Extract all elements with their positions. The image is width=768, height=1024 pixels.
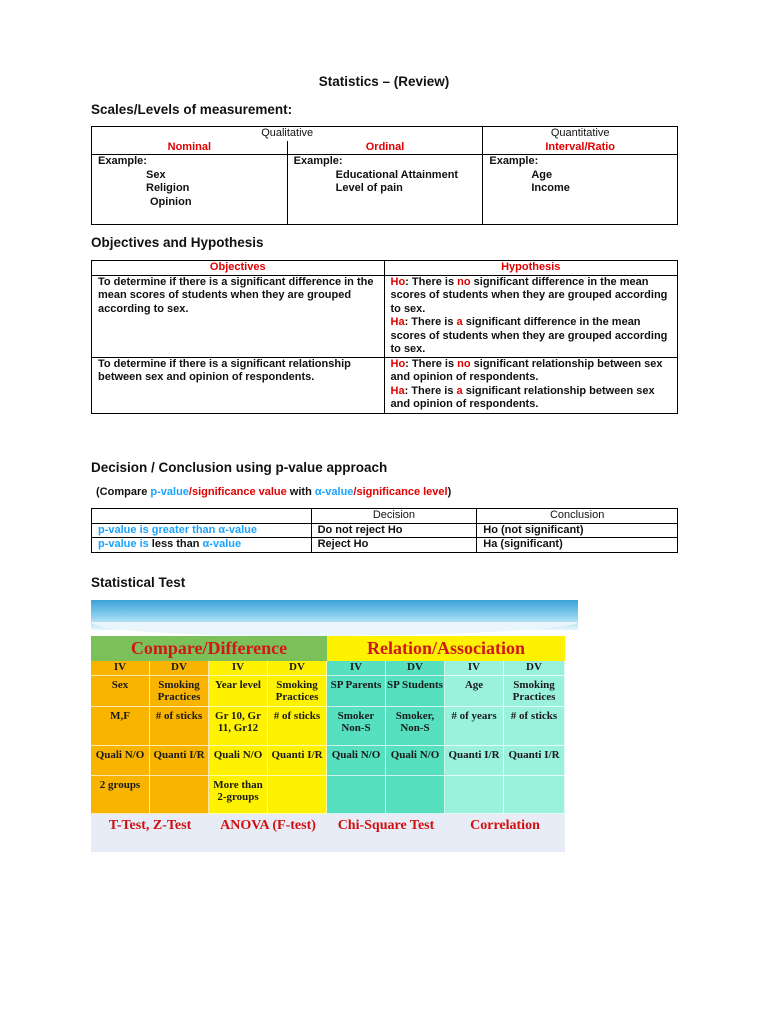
scale-cell: Quali N/O — [327, 746, 386, 776]
empty-cell — [92, 509, 312, 524]
header-cell: DV — [268, 661, 327, 676]
header-cell: IV — [327, 661, 386, 676]
t-test-label: T-Test, Z-Test — [108, 818, 192, 833]
nominal-cell — [92, 155, 288, 225]
value-cell: # of sticks — [150, 707, 209, 746]
decision-col-header: Decision — [311, 509, 477, 524]
example-label: Example: — [293, 155, 343, 167]
variable-cell: Year level — [209, 676, 268, 707]
scale-cell: Quanti I/R — [445, 746, 504, 776]
interval-cell — [483, 155, 678, 225]
value-cell: Gr 10, Gr 11, Gr12 — [209, 707, 268, 746]
hypothesis-2 — [384, 357, 678, 413]
objectives-heading: Objectives and Hypothesis — [91, 235, 264, 250]
scale-cell: Quali N/O — [386, 746, 445, 776]
variable-cell: Smoking Practices — [268, 676, 327, 707]
decision-2: Reject Ho — [311, 538, 477, 553]
condition-2: p-value is less than α-value — [92, 538, 312, 553]
groups-cell — [327, 776, 386, 814]
list-item: Age — [531, 168, 553, 181]
objective-1: To determine if there is a significant difference in the mean scores of students when they are grouped according to sex. — [92, 275, 385, 357]
qualitative-header: Qualitative — [92, 127, 483, 141]
decision-table — [91, 508, 678, 553]
value-cell: Smoker Non-S — [327, 707, 386, 746]
ordinal-header: Ordinal — [287, 141, 483, 155]
interval-header: Interval/Ratio — [483, 141, 678, 155]
variable-cell: Smoking Practices — [150, 676, 209, 707]
relation-header: Relation/Association — [327, 636, 565, 661]
conclusion-1: Ho (not significant) — [477, 523, 678, 538]
value-cell: # of sticks — [268, 707, 327, 746]
list-item: Income — [531, 182, 570, 194]
list-item: Opinion — [150, 195, 192, 208]
list-item: Sex — [146, 168, 166, 181]
objectives-col-header: Objectives — [92, 261, 385, 276]
example-label: Example: — [489, 155, 539, 167]
scale-cell: Quanti I/R — [504, 746, 565, 776]
decision-1: Do not reject Ho — [311, 523, 477, 538]
list-item: Educational Attainment — [335, 168, 459, 181]
null-hypothesis: Ho: There is no significant difference in the mean scores of students when they are grouped according to sex. — [390, 275, 668, 315]
header-cell: DV — [386, 661, 445, 676]
example-label: Example: — [98, 155, 147, 167]
groups-cell — [504, 776, 565, 814]
groups-cell: More than 2-groups — [209, 776, 268, 814]
value-cell: # of sticks — [504, 707, 565, 746]
alt-hypothesis: Ha: There is a significant relationship between sex and opinion of respondents. — [390, 384, 655, 410]
scale-cell: Quanti I/R — [150, 746, 209, 776]
scale-cell: Quali N/O — [91, 746, 150, 776]
null-hypothesis: Ho: There is no significant relationship between sex and opinion of respondents. — [390, 357, 663, 383]
header-cell: IV — [445, 661, 504, 676]
groups-cell — [445, 776, 504, 814]
statistical-test-heading: Statistical Test — [91, 575, 186, 590]
conclusion-col-header: Conclusion — [477, 509, 678, 524]
anova-label: ANOVA (F-test) — [220, 818, 316, 833]
decision-heading: Decision / Conclusion using p-value approach — [91, 460, 388, 475]
value-cell: Smoker, Non-S — [386, 707, 445, 746]
variable-cell: Smoking Practices — [504, 676, 565, 707]
objectives-table — [91, 260, 678, 414]
correlation-label: Correlation — [470, 818, 540, 833]
list-item: Level of pain — [335, 182, 403, 194]
header-cell: IV — [209, 661, 268, 676]
alt-hypothesis: Ha: There is a significant difference in the mean scores of students when they are grouped according to sex. — [390, 316, 668, 355]
ordinal-cell — [287, 155, 483, 225]
hypothesis-col-header: Hypothesis — [384, 261, 678, 276]
groups-cell: 2 groups — [91, 776, 150, 814]
variable-cell: SP Parents — [327, 676, 386, 707]
groups-cell — [268, 776, 327, 814]
statistical-test-infographic — [91, 600, 578, 898]
hypothesis-1 — [384, 275, 678, 357]
chi-square-label: Chi-Square Test — [337, 818, 435, 833]
condition-1: p-value is greater than α-value — [92, 523, 312, 538]
conclusion-2: Ha (significant) — [477, 538, 678, 553]
header-cell: DV — [504, 661, 565, 676]
compare-header: Compare/Difference — [91, 636, 327, 661]
quantitative-header: Quantitative — [483, 127, 678, 141]
scales-table — [91, 126, 678, 225]
header-cell: DV — [150, 661, 209, 676]
value-cell: M,F — [91, 707, 150, 746]
compare-note: (Compare p-value/significance value with α-value/significance level) — [96, 486, 452, 498]
variable-cell: Age — [445, 676, 504, 707]
value-cell: # of years — [445, 707, 504, 746]
nominal-header: Nominal — [92, 141, 288, 155]
page-title: Statistics – (Review) — [318, 74, 450, 89]
header-cell: IV — [91, 661, 150, 676]
scale-cell: Quanti I/R — [268, 746, 327, 776]
decorative-wave — [91, 622, 578, 636]
scale-cell: Quali N/O — [209, 746, 268, 776]
groups-cell — [386, 776, 445, 814]
variable-cell: SP Students — [386, 676, 445, 707]
scales-heading: Scales/Levels of measurement: — [91, 102, 293, 117]
groups-cell — [150, 776, 209, 814]
variable-cell: Sex — [91, 676, 150, 707]
objective-2: To determine if there is a significant relationship between sex and opinion of respondents. — [92, 357, 385, 413]
list-item: Religion — [146, 182, 190, 194]
